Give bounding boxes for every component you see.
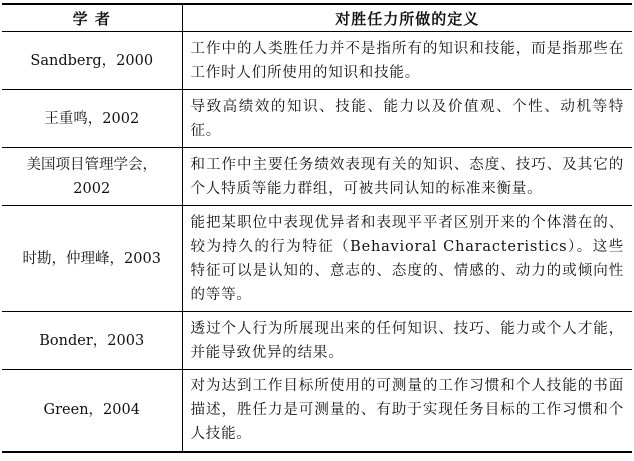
scholar-cell: Green，2004 [2, 370, 182, 452]
table-header [2, 4, 632, 32]
competency-definitions-table [2, 3, 632, 453]
header-scholar: 学 者 [2, 4, 182, 32]
scholar-cell: 时勘，仲理峰，2003 [2, 206, 182, 312]
header-row [2, 4, 632, 32]
definition-cell: 能把某职位中表现优异者和表现平平者区别开来的个体潜在的、较为持久的行为特征（Behavioral Characteristics）。这些特征可以是认知的、意志的、态度的、情感的、动力的或倾向性的等等。 [190, 214, 624, 303]
scholar-cell: Bonder，2003 [2, 312, 182, 370]
header-definition: 对胜任力所做的定义 [335, 9, 480, 28]
table-row [2, 206, 632, 312]
scholar-cell: 王重鸣，2002 [2, 90, 182, 148]
definition-cell: 和工作中主要任务绩效表现有关的知识、态度、技巧、及其它的个人特质等能力群组，可被共同认知的标准来衡量。 [190, 156, 624, 197]
table-row [2, 32, 632, 90]
definition-cell: 工作中的人类胜任力并不是指所有的知识和技能，而是指那些在工作时人们所使用的知识和技能。 [190, 40, 624, 81]
scholar-cell: Sandberg，2000 [2, 32, 182, 90]
definition-cell: 导致高绩效的知识、技能、能力以及价值观、个性、动机等特征。 [190, 98, 624, 139]
definition-cell: 对为达到工作目标所使用的可测量的工作习惯和个人技能的书面描述，胜任力是可测量的、有助于实现任务目标的工作习惯和个人技能。 [190, 378, 624, 443]
table-row [2, 312, 632, 370]
table-row [2, 370, 632, 452]
definitions-table-container [2, 3, 632, 453]
scholar-cell: 美国项目管理学会，2002 [2, 148, 182, 206]
table-row [2, 90, 632, 148]
table-body [2, 32, 632, 452]
definition-cell: 透过个人行为所展现出来的任何知识、技巧、能力或个人才能，并能导致优异的结果。 [190, 320, 624, 361]
table-row [2, 148, 632, 206]
